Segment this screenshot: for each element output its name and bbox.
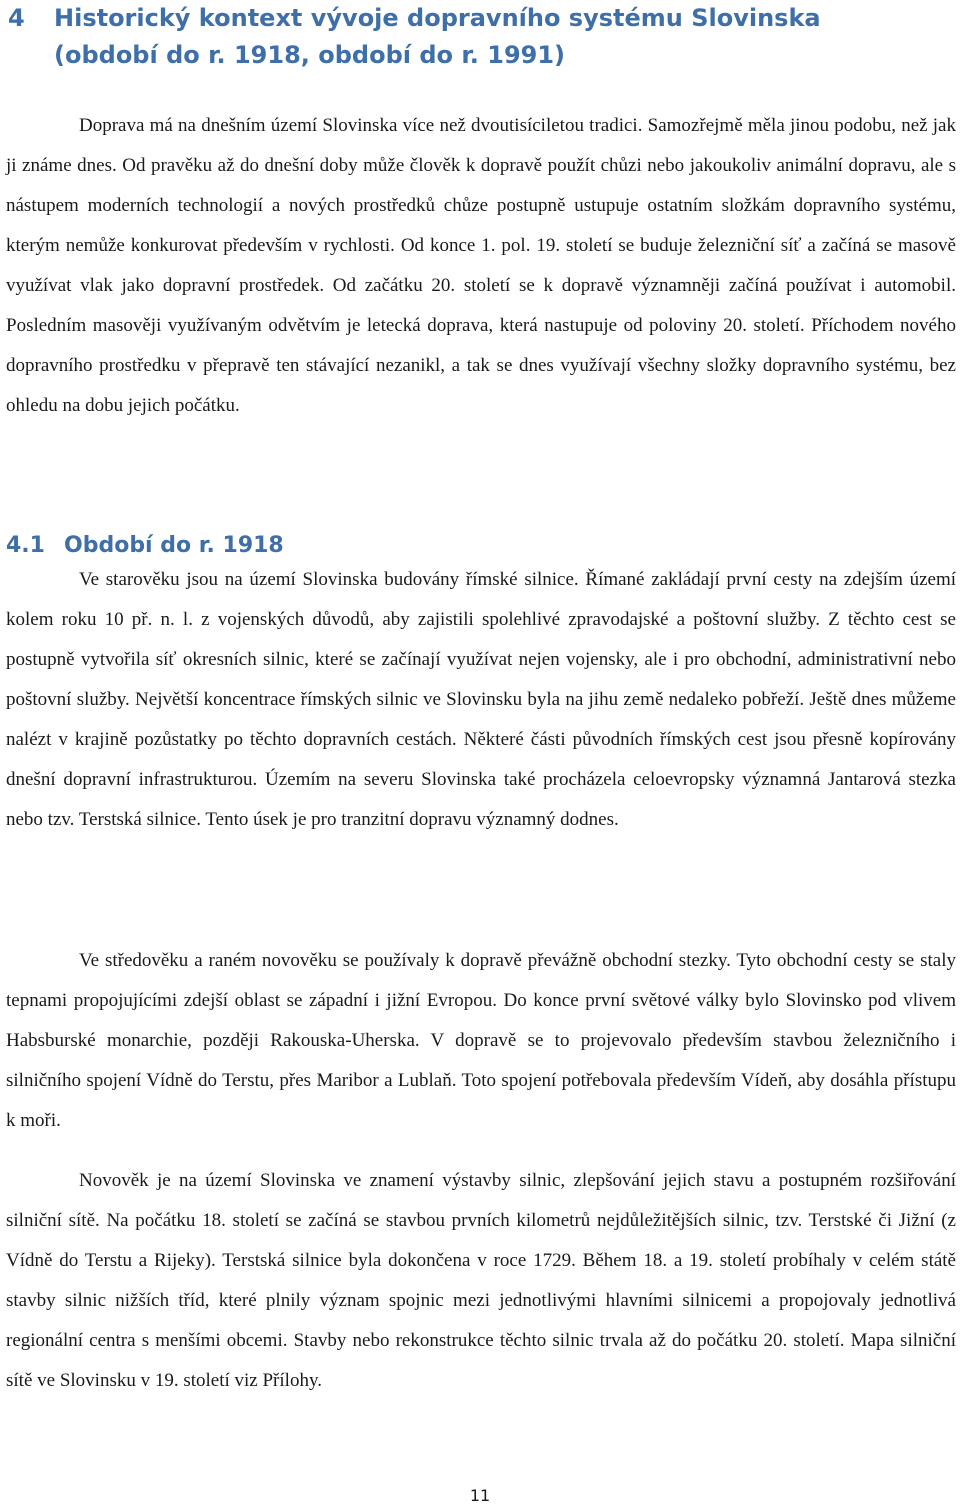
chapter-title-line1: Historický kontext vývoje dopravního systému Slovinska [54, 4, 821, 32]
section-paragraph-3: Novověk je na území Slovinska ve znamení výstavby silnic, zlepšování jejich stavu a postupném rozšiřování silniční sítě. Na počátku 18. století se začíná se stavbou prvních kilometrů nejdůležitějších silnic, tzv. Terstské či Jižní (z Vídně do Terstu a Rijeky). Terstská silnice byla dokončena v roce 1729. Během 18. a 19. století probíhaly v celém státě stavby silnic nižších tříd, které plnily význam spojnic mezi jednotlivými hlavními silnicemi a propojovaly jednotlivá regionální centra s menšími obcemi. Stavby nebo rekonstrukce těchto silnic trvala až do počátku 20. století. Mapa silniční sítě ve Slovinsku v 19. století viz Přílohy. [6, 1170, 956, 1391]
chapter-title-line2: (období do r. 1918, období do r. 1991) [54, 41, 566, 69]
page-number: 11 [469, 1486, 491, 1505]
section-paragraph-1: Ve starověku jsou na území Slovinska budovány římské silnice. Římané zakládají první cesty na zdejším území kolem roku 10 př. n. l. z vojenských důvodů, aby zajistili spolehlivé zpravodajské a poštovní služby. Z těchto cest se postupně vytvořila síť okresních silnic, které se začínají využívat nejen vojensky, ale i pro obchodní, administrativní nebo poštovní služby. Největší koncentrace římských silnic ve Slovinsku byla na jihu země nedaleko pobřeží. Ještě dnes můžeme nalézt v krajině pozůstatky po těchto dopravních cestách. Některé části původních římských cest jsou přesně kopírovány dnešní dopravní infrastrukturou. Územím na severu Slovinska také procházela celoevropsky významná Jantarová stezka nebo tzv. Terstská silnice. Tento úsek je pro tranzitní dopravu významný dodnes. [6, 569, 956, 830]
section-paragraph-2: Ve středověku a raném novověku se používaly k dopravě převážně obchodní stezky. Tyto obchodní cesty se staly tepnami propojujícími zdejší oblast se západní i jižní Evropou. Do konce první světové války bylo Slovinsko pod vlivem Habsburské monarchie, později Rakouska-Uherska. V dopravě se to projevovalo především stavbou železničního i silničního spojení Vídně do Terstu, přes Maribor a Lublaň. Toto spojení potřebovala především Vídeň, aby dosáhla přístupu k moři. [6, 950, 956, 1131]
chapter-number: 4 [8, 4, 25, 32]
section-heading [6, 530, 284, 562]
intro-paragraph: Doprava má na dnešním území Slovinska více než dvoutisíciletou tradici. Samozřejmě měla jinou podobu, než jak ji známe dnes. Od pravěku až do dnešní doby může člověk k dopravě použít chůzi nebo jakoukoliv animální dopravu, ale s nástupem moderních technologií a nových prostředků chůze postupně ustupuje ostatním složkám dopravního systému, kterým nemůže konkurovat především v rychlosti. Od konce 1. pol. 19. století se buduje železniční síť a začíná se masově využívat vlak jako dopravní prostředek. Od začátku 20. století se k dopravě významněji začíná používat i automobil. Posledním masověji využívaným odvětvím je letecká doprava, která nastupuje od poloviny 20. století. Příchodem nového dopravního prostředku v přepravě ten stávající nezanikl, a tak se dnes využívají všechny složky dopravního systému, bez ohledu na dobu jejich počátku. [6, 115, 956, 416]
chapter-heading [8, 0, 948, 74]
section-title: Období do r. 1918 [64, 533, 284, 558]
section-number: 4.1 [6, 533, 45, 558]
